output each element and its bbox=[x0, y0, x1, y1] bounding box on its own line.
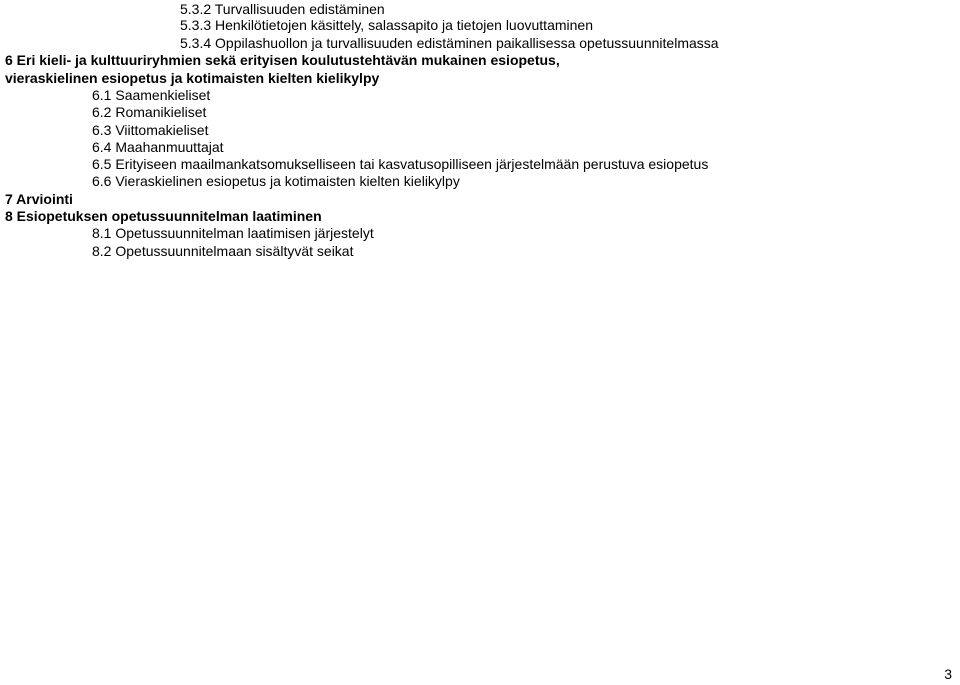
toc-entry-8[interactable]: 8 Esiopetuksen opetussuunnitelman laatiminen bbox=[5, 208, 322, 224]
page-number: 3 bbox=[944, 666, 952, 682]
toc-entry-6-6[interactable]: 6.6 Vieraskielinen esiopetus ja kotimaisten kielten kielikylpy bbox=[92, 173, 460, 189]
toc-entry-6[interactable]: 6 Eri kieli- ja kulttuuriryhmien sekä erityisen koulutustehtävän mukainen esiopetus, bbox=[5, 52, 560, 68]
toc-entry-6-continued[interactable]: vieraskielinen esiopetus ja kotimaisten kielten kielikylpy bbox=[5, 70, 380, 86]
toc-entry-7[interactable]: 7 Arviointi bbox=[5, 191, 73, 207]
toc-entry-8-2[interactable]: 8.2 Opetussuunnitelmaan sisältyvät seikat bbox=[92, 243, 354, 259]
toc-entry-6-2[interactable]: 6.2 Romanikieliset bbox=[92, 104, 207, 120]
toc-entry-5-3-3[interactable]: 5.3.3 Henkilötietojen käsittely, salassapito ja tietojen luovuttaminen bbox=[180, 17, 593, 33]
toc-entry-6-5[interactable]: 6.5 Erityiseen maailmankatsomukselliseen tai kasvatusopilliseen järjestelmään perustuva esiopetus bbox=[92, 156, 709, 172]
toc-entry-5-3-4[interactable]: 5.3.4 Oppilashuollon ja turvallisuuden edistäminen paikallisessa opetussuunnitelmassa bbox=[180, 35, 719, 51]
toc-entry-6-3[interactable]: 6.3 Viittomakieliset bbox=[92, 122, 209, 138]
toc-entry-5-3-2[interactable]: 5.3.2 Turvallisuuden edistäminen bbox=[180, 1, 385, 17]
toc-entry-6-1[interactable]: 6.1 Saamenkieliset bbox=[92, 87, 211, 103]
toc-entry-6-4[interactable]: 6.4 Maahanmuuttajat bbox=[92, 139, 224, 155]
toc-entry-8-1[interactable]: 8.1 Opetussuunnitelman laatimisen järjestelyt bbox=[92, 225, 374, 241]
